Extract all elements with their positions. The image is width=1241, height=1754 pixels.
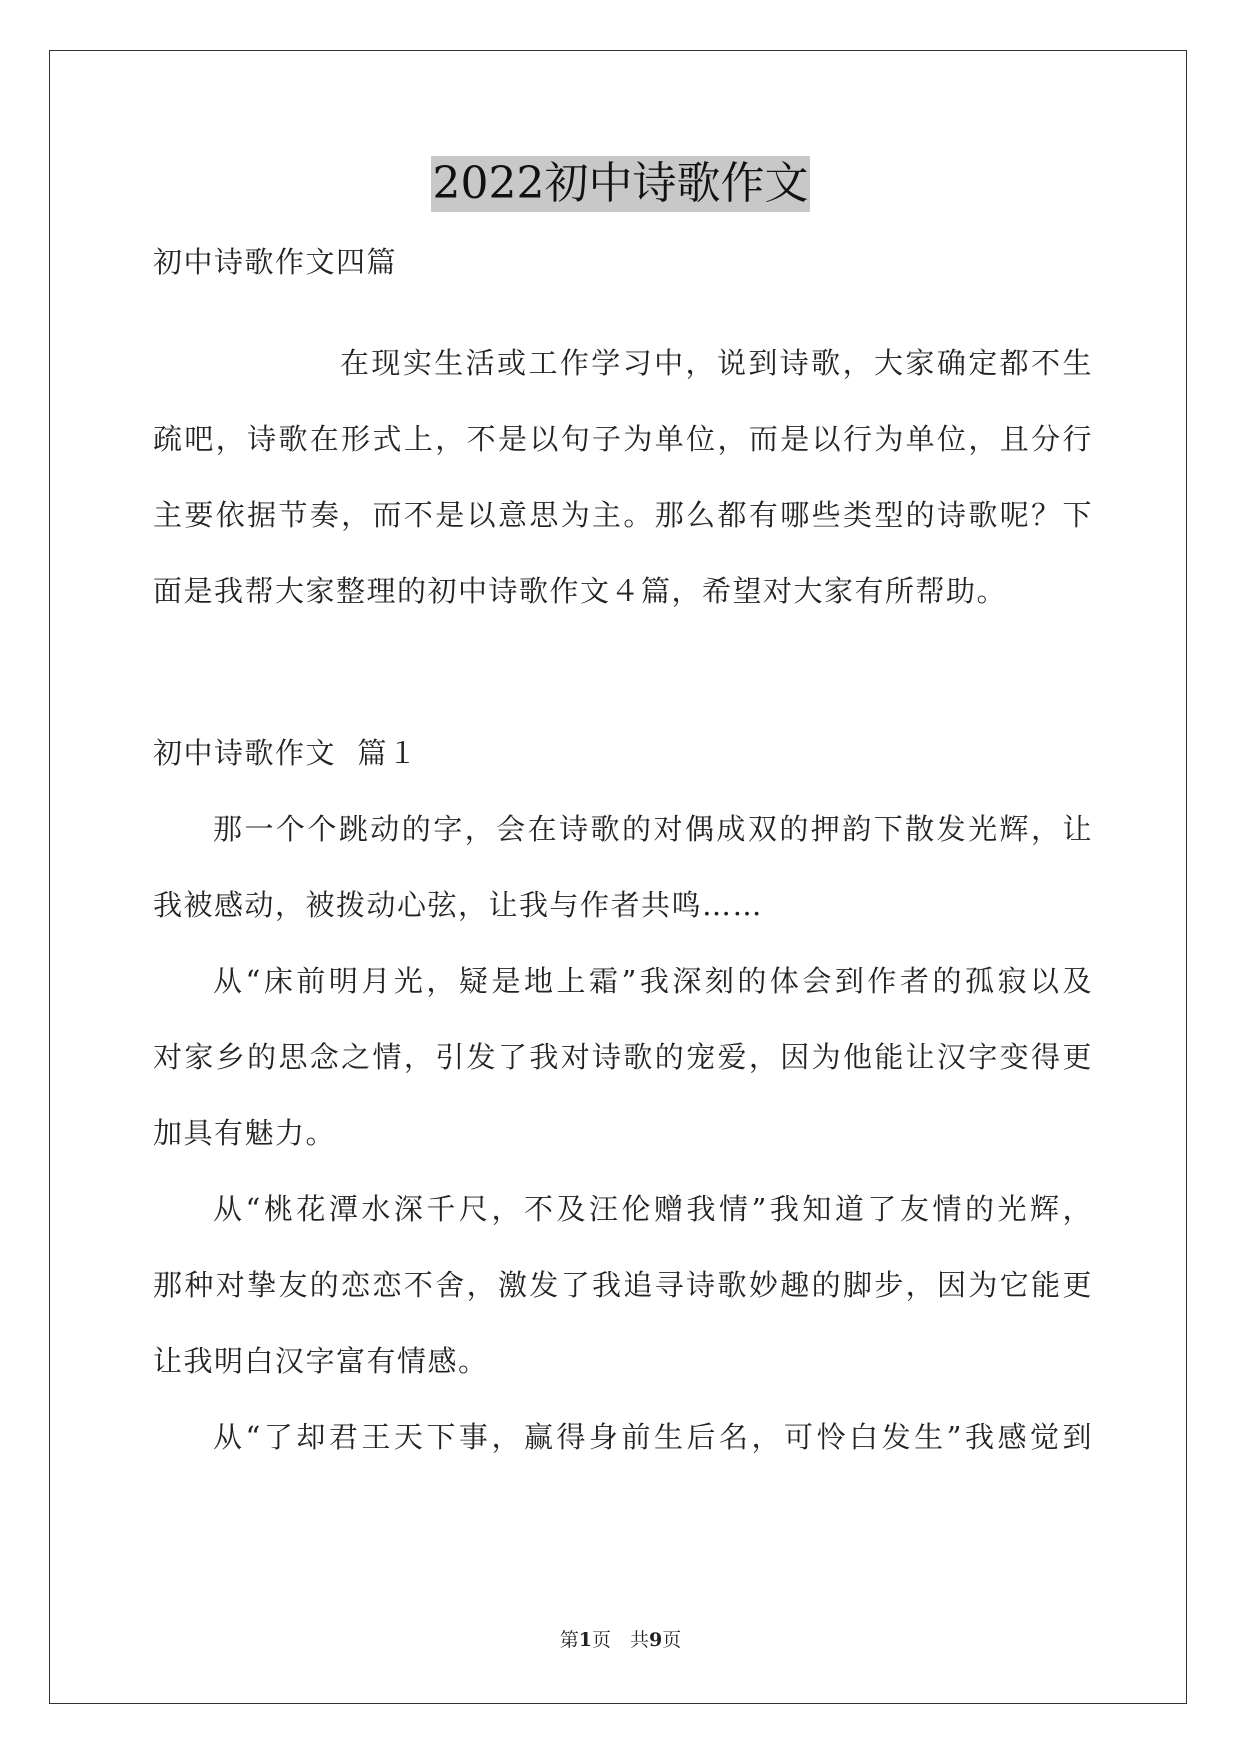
footer-page-prefix: 第 [559, 1629, 579, 1651]
body-line: 从“床前明月光，疑是地上霜”我深刻的体会到作者的孤寂以及 [213, 964, 1093, 998]
body-line: 让我明白汉字富有情感。 [153, 1344, 489, 1378]
body-line: 从“了却君王天下事，赢得身前生后名，可怜白发生”我感觉到 [213, 1420, 1093, 1454]
document-title [0, 156, 1241, 212]
body-line: 加具有魅力。 [153, 1116, 337, 1150]
intro-line: 疏吧，诗歌在形式上，不是以句子为单位，而是以行为单位，且分行 [153, 422, 1093, 456]
intro-line: 在现实生活或工作学习中，说到诗歌，大家确定都不生 [340, 346, 1093, 380]
body-line: 那种对挚友的恋恋不舍，激发了我追寻诗歌妙趣的脚步，因为它能更 [153, 1268, 1093, 1302]
page-footer [0, 1628, 1241, 1652]
document-title-text: 2022初中诗歌作文 [431, 156, 811, 212]
intro-line: 主要依据节奏，而不是以意思为主。那么都有哪些类型的诗歌呢？下 [153, 498, 1093, 532]
footer-page-suffix: 页 [662, 1629, 682, 1651]
body-line: 从“桃花潭水深千尺，不及汪伦赠我情”我知道了友情的光辉， [213, 1192, 1093, 1226]
intro-line: 面是我帮大家整理的初中诗歌作文４篇，希望对大家有所帮助。 [153, 574, 1008, 608]
body-line: 对家乡的思念之情，引发了我对诗歌的宠爱，因为他能让汉字变得更 [153, 1040, 1093, 1074]
document-subtitle: 初中诗歌作文四篇 [153, 245, 398, 279]
body-line: 那一个个跳动的字，会在诗歌的对偶成双的押韵下散发光辉，让 [213, 812, 1093, 846]
footer-total-pages: 9 [649, 1629, 663, 1651]
section-heading: 初中诗歌作文 篇１ [153, 736, 419, 770]
body-line: 我被感动，被拨动心弦，让我与作者共鸣…… [153, 888, 764, 922]
footer-page-mid: 页 共 [591, 1629, 649, 1651]
footer-page-number: 1 [578, 1629, 592, 1651]
